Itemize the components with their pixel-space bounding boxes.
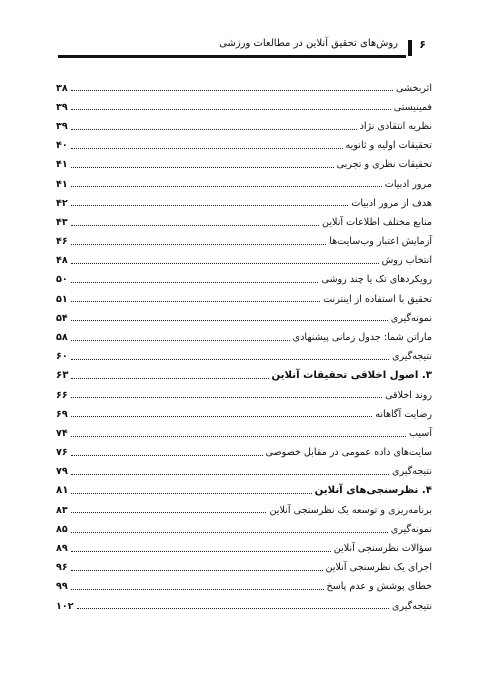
toc-entry-page: ۸۱ <box>56 484 69 496</box>
toc-entry-row <box>56 323 432 342</box>
toc-entry-page: ۵۱ <box>56 293 68 305</box>
toc-dot-leader <box>71 320 388 321</box>
toc-entry-row <box>56 458 432 477</box>
toc-entry-row <box>56 151 432 170</box>
toc-entry-row <box>56 208 432 227</box>
toc-dot-leader <box>71 532 388 533</box>
toc-dot-leader <box>71 589 324 590</box>
toc-dot-leader <box>71 397 382 398</box>
toc-entry-title: تحقیقات اولیه و ثانویه <box>345 140 432 152</box>
toc-entry-title: ۳. اصول اخلاقی تحقیقات آنلاین <box>271 369 432 381</box>
toc-section-row <box>56 362 432 381</box>
toc-dot-leader <box>71 109 391 110</box>
toc-entry-page: ۱۰۲ <box>56 600 74 612</box>
toc-dot-leader <box>71 455 263 456</box>
toc-entry-title: رضایت آگاهانه <box>375 408 432 420</box>
toc-entry-page: ۵۸ <box>56 332 68 344</box>
toc-dot-leader <box>71 416 372 417</box>
toc-entry-title: نتیجه‌گیری <box>391 600 432 612</box>
toc-dot-leader <box>71 90 393 91</box>
toc-entry-page: ۵۰ <box>56 274 68 286</box>
toc-entry-page: ۳۹ <box>56 120 68 132</box>
toc-entry-row <box>56 381 432 400</box>
toc-entry-title: آزمایش اعتبار وب‌سایت‌ها <box>329 236 432 248</box>
toc-entry-page: ۸۵ <box>56 523 68 535</box>
toc-dot-leader <box>71 493 311 494</box>
toc-entry-row <box>56 228 432 247</box>
toc-entry-page: ۹۶ <box>56 562 68 574</box>
toc-dot-leader <box>71 340 290 341</box>
toc-entry-title: نمونه‌گیری <box>390 523 432 535</box>
toc-entry-page: ۶۳ <box>56 369 69 381</box>
toc-entry-title: اجرای یک نظرسنجی آنلاین <box>325 562 432 574</box>
toc-dot-leader <box>71 512 267 513</box>
toc-entry-page: ۴۱ <box>56 178 68 190</box>
toc-entry-title: ماراتن شما: جدول زمانی پیشنهادی <box>292 332 432 344</box>
toc-entry-row <box>56 573 432 592</box>
toc-entry-row <box>56 74 432 93</box>
toc-entry-page: ۶۶ <box>56 389 68 401</box>
toc-entry-row <box>56 592 432 611</box>
toc-entry-title: اثربخشی <box>395 82 432 94</box>
page-number: ۶ <box>419 38 426 51</box>
toc-entry-row <box>56 496 432 515</box>
toc-dot-leader <box>71 474 389 475</box>
toc-entry-page: ۹۹ <box>56 581 68 593</box>
toc-dot-leader <box>71 129 357 130</box>
toc-entry-row <box>56 343 432 362</box>
toc-entry-row <box>56 170 432 189</box>
toc-entry-title: آسیب <box>408 427 432 439</box>
toc-entry-row <box>56 304 432 323</box>
toc-dot-leader <box>71 436 406 437</box>
toc-entry-page: ۷۶ <box>56 447 68 459</box>
toc-entry-page: ۸۹ <box>56 543 68 555</box>
toc-entry-page: ۴۰ <box>56 140 68 152</box>
toc-dot-leader <box>71 282 319 283</box>
toc-section-row <box>56 477 432 496</box>
toc-entry-title: ۴. نظرسنجی‌های آنلاین <box>314 484 432 496</box>
toc-entry-page: ۴۲ <box>56 197 68 209</box>
toc-entry-row <box>56 515 432 534</box>
toc-entry-page: ۴۳ <box>56 216 68 228</box>
toc-entry-title: منابع مختلف اطلاعات آنلاین <box>322 216 432 228</box>
toc-entry-page: ۳۸ <box>56 82 68 94</box>
toc-entry-row <box>56 400 432 419</box>
toc-dot-leader <box>71 148 343 149</box>
toc-entry-title: نمونه‌گیری <box>390 312 432 324</box>
toc-entry-title: سؤالات نظرسنجی آنلاین <box>333 543 432 555</box>
toc-entry-title: نظریه انتقادی نژاد <box>359 120 432 132</box>
toc-dot-leader <box>71 263 379 264</box>
toc-entry-title: انتخاب روش <box>381 255 432 267</box>
toc-dot-leader <box>71 225 319 226</box>
toc-entry-row <box>56 189 432 208</box>
header-rule <box>58 55 406 58</box>
toc-entry-title: خطای پوشش و عدم پاسخ <box>326 581 432 593</box>
toc-entry-page: ۷۹ <box>56 466 68 478</box>
header-bar <box>408 40 412 56</box>
toc-entry-page: ۷۴ <box>56 427 68 439</box>
toc-entry-row <box>56 266 432 285</box>
toc-entry-title: تحقیق با استفاده از اینترنت <box>323 293 432 305</box>
toc-entry-row <box>56 439 432 458</box>
toc-entry-title: برنامه‌ریزی و توسعه یک نظرسنجی آنلاین <box>269 504 432 516</box>
running-header <box>58 38 436 58</box>
toc-dot-leader <box>71 378 268 379</box>
toc-dot-leader <box>71 551 331 552</box>
toc-dot-leader <box>71 186 382 187</box>
toc-dot-leader <box>71 301 320 302</box>
book-title: روش‌های تحقیق آنلاین در مطالعات ورزشی <box>219 38 398 49</box>
toc-entry-row <box>56 247 432 266</box>
toc-entry-title: نتیجه‌گیری <box>391 351 432 363</box>
toc-entry-page: ۶۹ <box>56 408 68 420</box>
toc-entry-title: فمینیستی <box>393 101 432 113</box>
toc-entry-row <box>56 554 432 573</box>
toc-entry-title: رویکردهای تک یا چند روشی <box>321 274 432 286</box>
toc-entry-row <box>56 419 432 438</box>
toc-entry-page: ۳۹ <box>56 101 68 113</box>
toc-entry-page: ۴۶ <box>56 236 68 248</box>
toc-dot-leader <box>71 570 323 571</box>
toc-entry-page: ۴۸ <box>56 255 68 267</box>
toc-entry-row <box>56 132 432 151</box>
toc-entry-title: مرور ادبیات <box>384 178 432 190</box>
table-of-contents <box>56 74 432 611</box>
toc-entry-row <box>56 285 432 304</box>
toc-entry-title: سایت‌های داده عمومی در مقابل خصوصی <box>265 447 432 459</box>
toc-entry-title: روند اخلاقی <box>385 389 432 401</box>
toc-entry-title: هدف از مرور ادبیات <box>351 197 432 209</box>
toc-entry-page: ۵۴ <box>56 312 68 324</box>
toc-entry-page: ۴۱ <box>56 159 68 171</box>
toc-dot-leader <box>71 359 389 360</box>
toc-entry-page: ۸۳ <box>56 504 68 516</box>
toc-dot-leader <box>71 205 349 206</box>
toc-entry-row <box>56 112 432 131</box>
toc-dot-leader <box>77 608 389 609</box>
toc-entry-title: نتیجه‌گیری <box>391 466 432 478</box>
toc-dot-leader <box>71 167 334 168</box>
toc-entry-row <box>56 535 432 554</box>
toc-entry-page: ۶۰ <box>56 351 68 363</box>
toc-entry-row <box>56 93 432 112</box>
toc-dot-leader <box>71 244 326 245</box>
toc-entry-title: تحقیقات نظری و تجربی <box>336 159 432 171</box>
